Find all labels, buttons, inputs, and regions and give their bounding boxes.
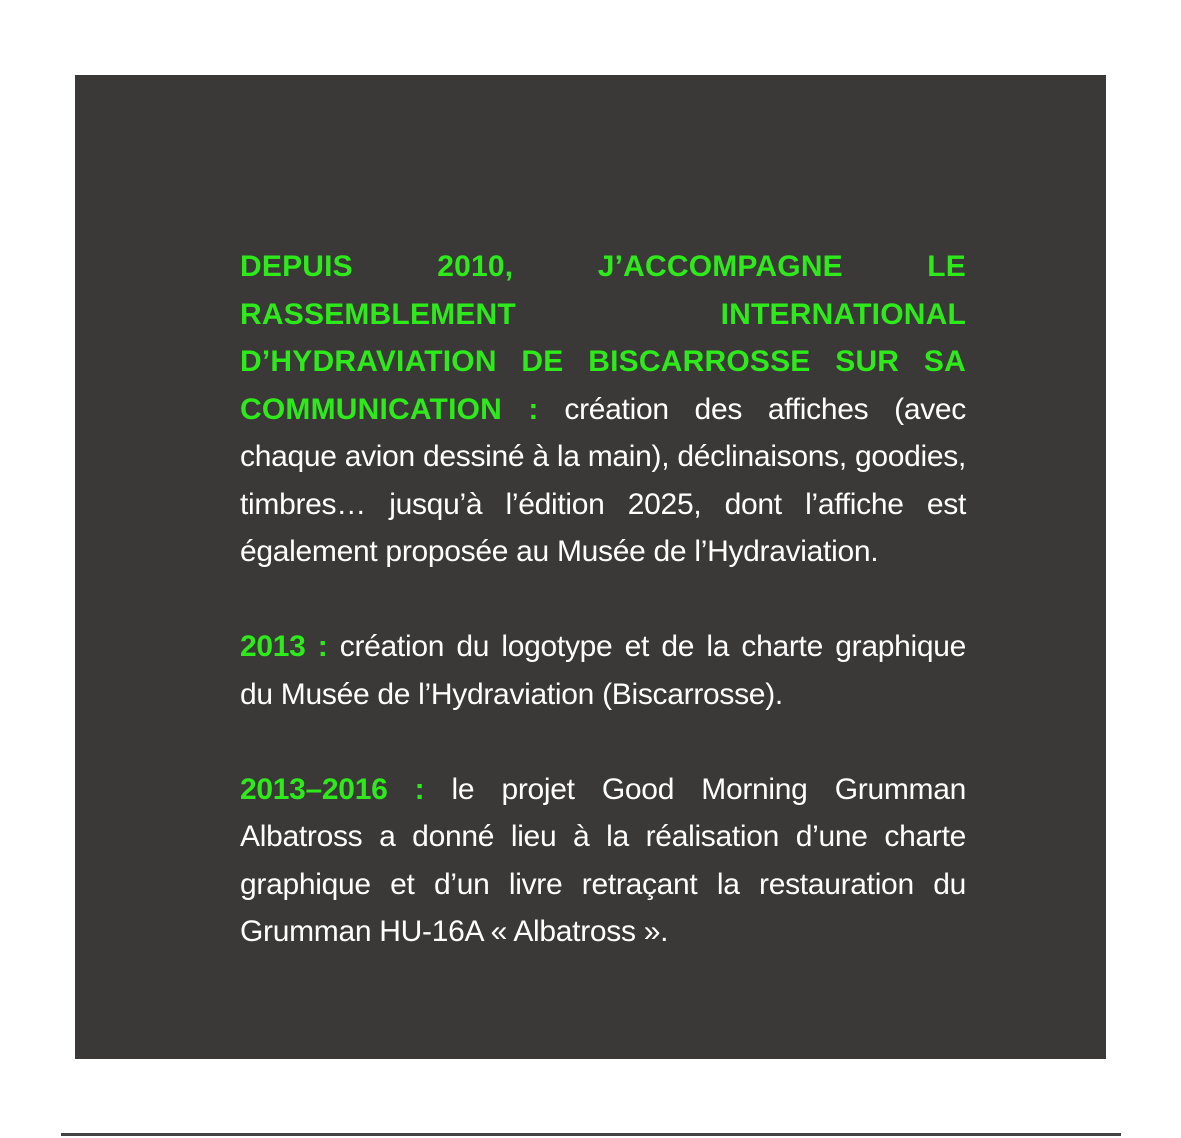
paragraph-2013 <box>240 623 966 718</box>
text-block <box>240 243 966 1003</box>
paragraph-highlight: 2013 : <box>240 630 328 663</box>
paragraph-highlight: DEPUIS 2010, J’ACCOMPAGNE LE RASSEMBLEMENT INTERNATIONAL D’HYDRAVIATION DE BISCARROSSE SUR SA COMMUNICATION : <box>240 250 966 426</box>
paragraph-rassemblement <box>240 243 966 576</box>
paragraph-text: création du logotype et de la charte graphique du Musée de l’Hydraviation (Biscarrosse). <box>240 630 966 711</box>
paragraph-text: le projet Good Morning Grumman Albatross a donné lieu à la réalisation d’une charte graphique et d’un livre retraçant la restauration du Grumman HU-16A « Albatross ». <box>240 772 966 948</box>
paragraph-text: création des affiches (avec chaque avion dessiné à la main), déclinaisons, goodies, timbres… jusqu’à l’édition 2025, dont l’affiche est également proposée au Musée de l’Hydraviation. <box>240 392 966 568</box>
paragraph-highlight: 2013–2016 : <box>240 772 425 806</box>
paragraph-2013-2016 <box>240 766 966 956</box>
bottom-divider <box>61 1133 1121 1136</box>
content-panel <box>75 75 1106 1059</box>
